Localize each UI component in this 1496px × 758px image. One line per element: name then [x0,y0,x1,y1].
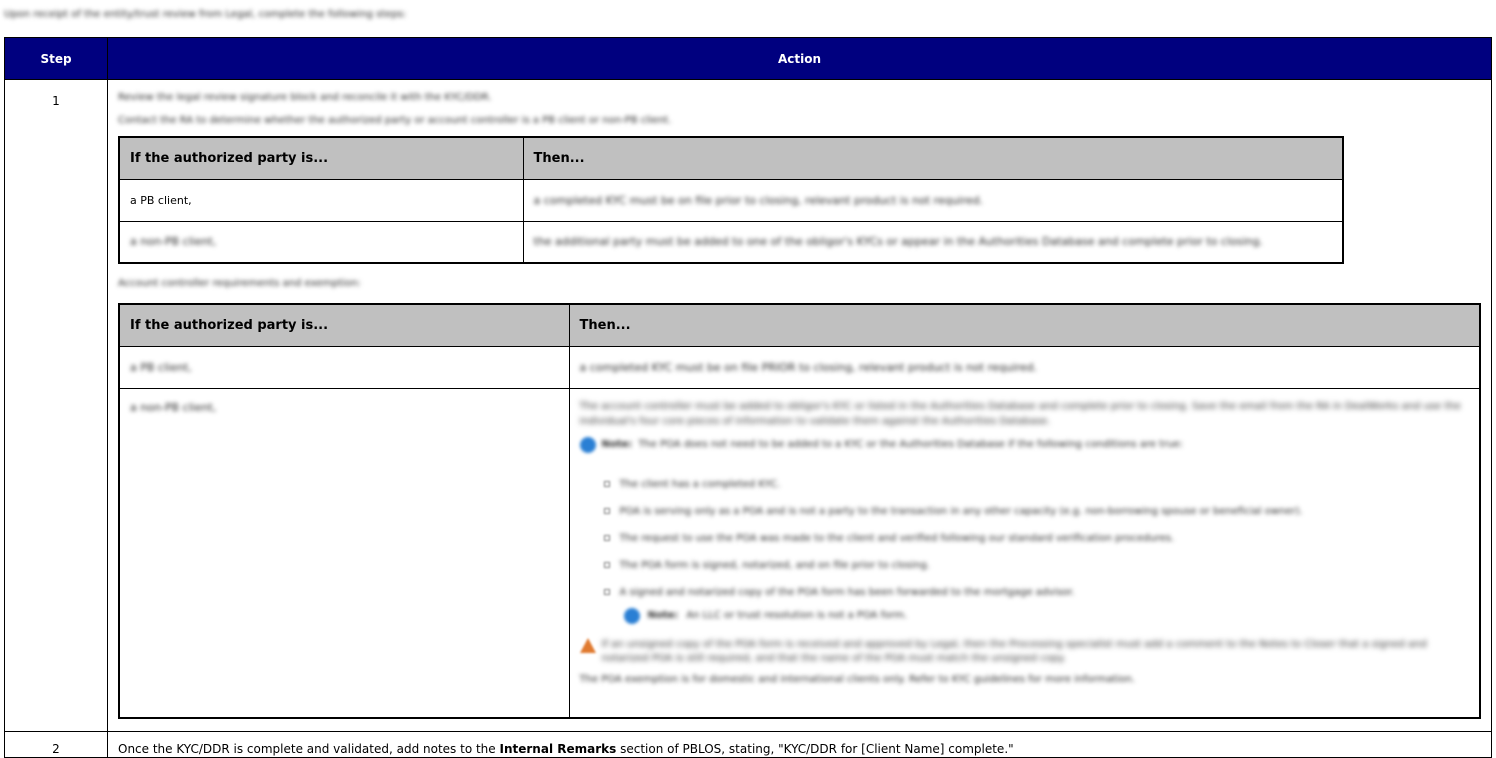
list-item [604,471,1470,498]
list-item [604,498,1470,525]
list-item-text: A signed and notarized copy of the POA form has been forwarded to the mortgage advisor. [619,586,1075,598]
note [580,437,1470,453]
list-item [604,552,1470,579]
steps-header-row [5,38,1492,80]
if-column-header: If the authorized party is... [119,137,523,179]
action-line: Contact the RA to determine whether the authorized party or account controller is a PB client or non-PB client. [118,115,672,126]
list-item-text: The request to use the POA was made to the client and verified following our standard verification procedures. [619,532,1175,544]
info-icon [624,608,640,624]
step-row-1 [5,80,1492,732]
warning-callout [580,638,1470,666]
exemption-footer: The POA exemption is for domestic and international clients only. Refer to KYC guidelines for more information. [579,673,1136,685]
info-icon [580,437,596,453]
warning-text: If an unsigned copy of the POA form is received and approved by Legal, then the Processing specialist must add a comment to the Notes to Closer that a signed and notarized POA is still required, and that the name of the POA must match the unsigned copy. [601,638,1427,664]
requirement-paragraph: The account controller must be added to obligor's KYC or listed in the Authorities Database and complete prior to closing. Save the email from the RA in DealWorks and use the individual's four core pieces of information to validate them against the Authorities Database. [579,400,1461,427]
internal-remarks-label: Internal Remarks [499,742,617,756]
account-controller-table [118,303,1481,719]
list-item [604,579,1470,606]
if-cell: a PB client, [119,346,569,388]
note-text: The POA does not need to be added to a KYC or the Authorities Database if the following conditions are true: [638,439,1184,450]
then-cell: a completed KYC must be on file prior to closing, relevant product is not required. [523,179,1343,221]
table-header-row [119,304,1480,346]
step-number: 1 [5,80,108,732]
action-column-header: Action [108,38,1492,80]
if-cell: a non-PB client, [119,388,569,718]
then-column-header: Then... [569,304,1480,346]
step2-text-after: section of PBLOS, stating, "KYC/DDR for [Client Name] complete." [620,742,1014,756]
bullet-icon [604,481,610,487]
conditions-list [580,471,1470,606]
step-action [108,80,1492,732]
bullet-icon [604,562,610,568]
then-cell: a completed KYC must be on file PRIOR to closing, relevant product is not required. [569,346,1480,388]
steps-table [4,37,1492,758]
then-column-header: Then... [523,137,1343,179]
step-number: 2 [5,732,108,758]
bullet-icon [604,589,610,595]
then-cell [569,388,1480,718]
note-label: Note: [601,439,633,450]
if-cell: a non-PB client, [119,221,523,263]
if-column-header: If the authorized party is... [119,304,569,346]
step-column-header: Step [5,38,108,80]
authorized-party-table [118,136,1344,264]
table-row [119,388,1480,718]
step2-text-before: Once the KYC/DDR is complete and validated, add notes to the [118,742,496,756]
list-item-text: The client has a completed KYC. [619,478,781,490]
bullet-icon [604,508,610,514]
table-row [119,179,1343,221]
warning-icon [580,638,596,653]
action-line: Review the legal review signature block and reconcile it with the KYC/DDR. [118,92,492,103]
table-row [119,221,1343,263]
sub-note [624,608,1470,624]
if-cell: a PB client, [119,179,523,221]
list-item-text: The POA form is signed, notarized, and on file prior to closing. [619,559,930,571]
table-row [119,346,1480,388]
table-header-row [119,137,1343,179]
then-cell: the additional party must be added to one of the obligor's KYCs or appear in the Authorities Database and complete prior to closing. [523,221,1343,263]
list-item-text: POA is serving only as a POA and is not a party to the transaction in any other capacity (e.g. non-borrowing spouse or beneficial owner). [619,505,1303,517]
list-item [604,525,1470,552]
note-label: Note: [647,610,679,621]
intro-text: Upon receipt of the entity/trust review from Legal, complete the following steps: [4,9,407,20]
subheading: Account controller requirements and exemption: [118,278,361,289]
bullet-icon [604,535,610,541]
note-text: An LLC or trust resolution is not a POA form. [686,610,908,621]
